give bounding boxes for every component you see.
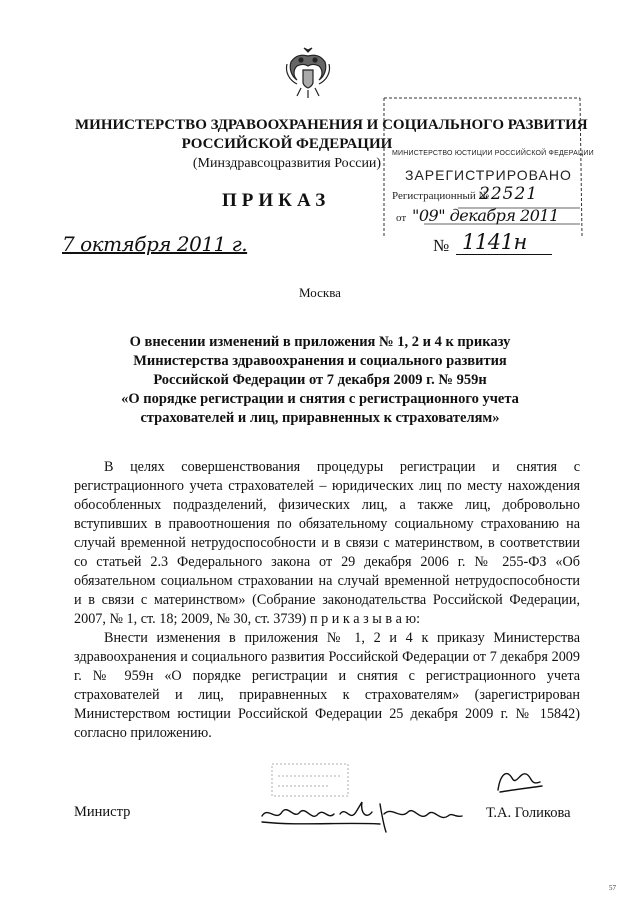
- subject-line: «О порядке регистрации и снятия с регистрационного учета: [121, 391, 519, 407]
- ministry-short-name: (Минздравсоцразвития России): [192, 156, 382, 171]
- order-title: ПРИКАЗ: [222, 190, 331, 211]
- ministry-name-line1: МИНИСТЕРСТВО ЗДРАВООХРАНЕНИЯ И СОЦИАЛЬНОГО РАЗВИТИЯ: [75, 117, 588, 133]
- stamp-ministry-justice: МИНИСТЕРСТВО ЮСТИЦИИ РОССИЙСКОЙ ФЕДЕРАЦИИ: [392, 150, 594, 157]
- order-number: 1141н: [456, 230, 552, 255]
- subject-line: О внесении изменений в приложения № 1, 2 и 4 к приказу: [129, 334, 511, 350]
- stamp-reg-label: Регистрационный №: [392, 190, 490, 202]
- body-paragraph-1: В целях совершенствования процедуры регистрации и снятия с регистрационного учета страхователей – юридических лиц по месту нахождения обособленных подразделений, физических лиц, а также лиц, добровольно вступивших в правоотношения по обязательному социальному страхованию на случай временной нетрудоспособности и в связи с материнством, в соответствии со статьей 2.3 Федерального закона от 29 декабря 2006 г. № 255-ФЗ «Об обязательном социальном страховании на случай временной нетрудоспособности и в связи с материнством» (Собрание законодательства Российской Федерации, 2007, № 1, ст. 18; 2009, № 30, ст. 3739) п р и к а з ы в а ю:: [74, 459, 580, 627]
- stamp-registered: ЗАРЕГИСТРИРОВАНО: [405, 167, 572, 183]
- page-number: 57: [609, 884, 616, 892]
- order-number-label: №: [433, 236, 450, 255]
- ministry-name-line2: РОССИЙСКОЙ ФЕДЕРАЦИИ: [181, 136, 393, 152]
- city: Москва: [299, 285, 341, 300]
- coat-of-arms-icon: [283, 46, 333, 102]
- signer-name: Т.А. Голикова: [486, 805, 571, 821]
- stamp-date-label: от: [396, 212, 407, 224]
- order-date: 7 октября 2011 г.: [62, 232, 248, 256]
- subject-line: страхователей и лиц, приравненных к страхователям»: [140, 410, 500, 426]
- subject-line: Российской Федерации от 7 декабря 2009 г. № 959н: [153, 372, 487, 388]
- order-subject: [110, 333, 530, 428]
- subject-line: Министерства здравоохранения и социального развития: [133, 353, 507, 369]
- signer-position: Министр: [74, 804, 131, 820]
- faint-stamp-mark: [270, 762, 350, 798]
- stamp-date: "09" декабря 2011: [412, 206, 559, 225]
- body-paragraph-2: Внести изменения в приложения № 1, 2 и 4 к приказу Министерства здравоохранения и социального развития Российской Федерации от 7 декабря 2009 г. № 959н «О порядке регистрации и снятия с регистрационного учета страхователей и лиц, приравненных к страхователям» (зарегистрирован Министерством юстиции Российской Федерации 25 декабря 2009 г. № 15842) согласно приложению.: [74, 630, 580, 741]
- stamp-reg-number: 22521: [479, 184, 539, 204]
